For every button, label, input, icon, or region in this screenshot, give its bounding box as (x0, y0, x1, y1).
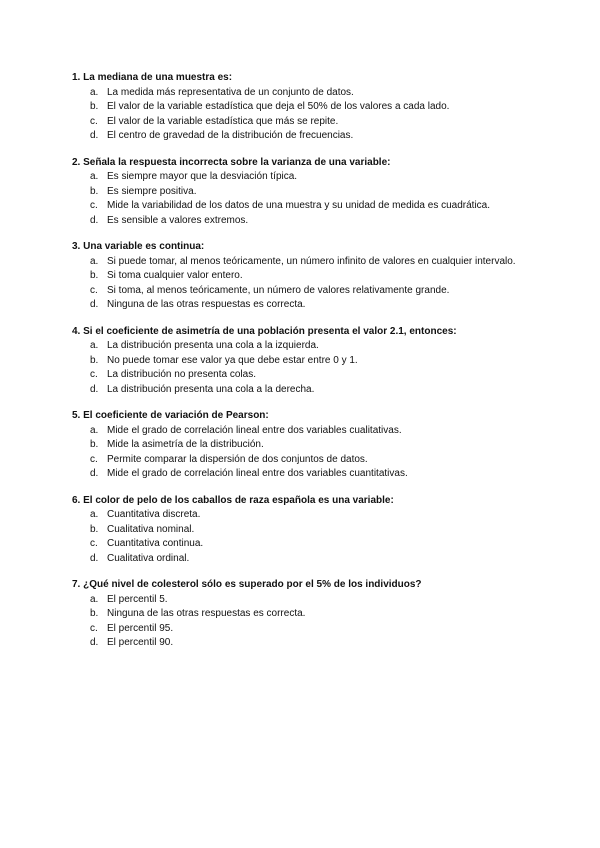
option-text: La medida más representativa de un conjunto de datos. (107, 86, 354, 98)
option-letter: b. (90, 270, 99, 281)
option-text: El valor de la variable estadística que deja el 50% de los valores a cada lado. (107, 101, 450, 112)
option-letter: d. (90, 130, 99, 141)
option-list (72, 508, 532, 566)
option-text: La distribución presenta una cola a la izquierda. (107, 340, 319, 351)
question-1 (72, 71, 532, 144)
option-letter: b. (90, 101, 99, 112)
option-c (72, 453, 532, 468)
question-title: 1. La mediana de una muestra es: (72, 72, 233, 83)
option-letter: a. (90, 255, 99, 267)
option-text: Mide la asimetría de la distribución. (107, 439, 264, 450)
option-b (72, 185, 532, 200)
quiz-questions (72, 71, 532, 663)
option-a (72, 170, 532, 185)
option-letter: b. (90, 608, 99, 619)
option-letter: b. (90, 354, 99, 366)
option-letter: d. (90, 552, 99, 564)
option-a (72, 339, 532, 354)
option-letter: d. (90, 299, 99, 310)
question-title: 7. ¿Qué nivel de colesterol sólo es superado por el 5% de los individuos? (72, 579, 422, 590)
option-text: La distribución presenta una cola a la derecha. (107, 383, 315, 395)
option-text: Ninguna de las otras respuestas es correcta. (107, 299, 306, 310)
option-letter: c. (90, 453, 98, 465)
option-text: Mide el grado de correlación lineal entre dos variables cuantitativas. (107, 468, 408, 479)
question-3 (72, 240, 532, 313)
option-text: El percentil 90. (107, 637, 174, 648)
option-letter: b. (90, 439, 99, 450)
option-letter: a. (90, 593, 99, 605)
option-letter: a. (90, 340, 99, 351)
option-list (72, 424, 532, 482)
option-text: Cualitativa nominal. (107, 523, 195, 535)
option-text: La distribución no presenta colas. (107, 369, 256, 380)
option-a (72, 424, 532, 439)
option-text: Ninguna de las otras respuestas es correcta. (107, 608, 306, 619)
question-title: 3. Una variable es continua: (72, 241, 205, 252)
option-letter: d. (90, 383, 99, 395)
option-c (72, 284, 532, 299)
option-b (72, 438, 532, 453)
option-a (72, 508, 532, 523)
option-letter: a. (90, 424, 99, 436)
option-c (72, 368, 532, 383)
option-text: Cualitativa ordinal. (107, 552, 190, 564)
option-letter: c. (90, 115, 98, 127)
option-letter: c. (90, 369, 98, 380)
option-text: Si puede tomar, al menos teóricamente, un número infinito de valores en cualquier intervalo. (107, 255, 516, 267)
option-text: Es siempre mayor que la desviación típica. (107, 171, 298, 182)
option-letter: b. (90, 185, 99, 197)
option-letter: a. (90, 171, 99, 182)
option-letter: d. (90, 637, 99, 648)
question-2 (72, 156, 532, 229)
option-letter: c. (90, 538, 98, 549)
option-b (72, 523, 532, 538)
option-text: Permite comparar la dispersión de dos conjuntos de datos. (107, 453, 368, 465)
question-title: 6. El color de pelo de los caballos de raza española es una variable: (72, 494, 394, 506)
option-d (72, 636, 532, 651)
option-list (72, 255, 532, 313)
option-a (72, 593, 532, 608)
option-c (72, 622, 532, 637)
option-text: El centro de gravedad de la distribución de frecuencias. (107, 130, 354, 141)
option-letter: b. (90, 523, 99, 535)
option-letter: a. (90, 509, 99, 520)
option-text: Es siempre positiva. (107, 185, 197, 197)
option-d (72, 129, 532, 144)
option-list (72, 593, 532, 651)
option-list (72, 170, 532, 228)
option-letter: d. (90, 468, 99, 479)
question-7 (72, 578, 532, 651)
option-text: Mide el grado de correlación lineal entre dos variables cualitativas. (107, 424, 402, 436)
option-c (72, 115, 532, 130)
option-letter: c. (90, 284, 98, 296)
option-text: Mide la variabilidad de los datos de una muestra y su unidad de medida es cuadrática. (107, 200, 491, 211)
option-text: Cuantitativa discreta. (107, 509, 201, 520)
option-a (72, 255, 532, 270)
option-d (72, 467, 532, 482)
option-letter: c. (90, 200, 98, 211)
option-text: El percentil 95. (107, 622, 174, 634)
option-letter: c. (90, 622, 98, 634)
option-b (72, 100, 532, 115)
option-text: Cuantitativa continua. (107, 538, 204, 549)
option-text: No puede tomar ese valor ya que debe estar entre 0 y 1. (107, 354, 358, 366)
option-d (72, 214, 532, 229)
option-text: Es sensible a valores extremos. (107, 214, 249, 226)
question-title: 5. El coeficiente de variación de Pearson: (72, 410, 269, 421)
option-list (72, 339, 532, 397)
option-a (72, 86, 532, 101)
option-text: El valor de la variable estadística que más se repite. (107, 115, 339, 127)
option-text: Si toma cualquier valor entero. (107, 270, 243, 281)
option-b (72, 354, 532, 369)
option-b (72, 269, 532, 284)
option-b (72, 607, 532, 622)
option-c (72, 537, 532, 552)
option-d (72, 298, 532, 313)
question-4 (72, 325, 532, 398)
option-letter: a. (90, 86, 99, 98)
option-d (72, 383, 532, 398)
option-d (72, 552, 532, 567)
option-text: El percentil 5. (107, 593, 168, 605)
question-5 (72, 409, 532, 482)
option-list (72, 86, 532, 144)
option-letter: d. (90, 214, 99, 226)
option-text: Si toma, al menos teóricamente, un número de valores relativamente grande. (107, 284, 450, 296)
question-title: 2. Señala la respuesta incorrecta sobre la varianza de una variable: (72, 156, 391, 168)
option-c (72, 199, 532, 214)
question-6 (72, 494, 532, 567)
question-title: 4. Si el coeficiente de asimetría de una población presenta el valor 2.1, entonces: (72, 325, 457, 337)
